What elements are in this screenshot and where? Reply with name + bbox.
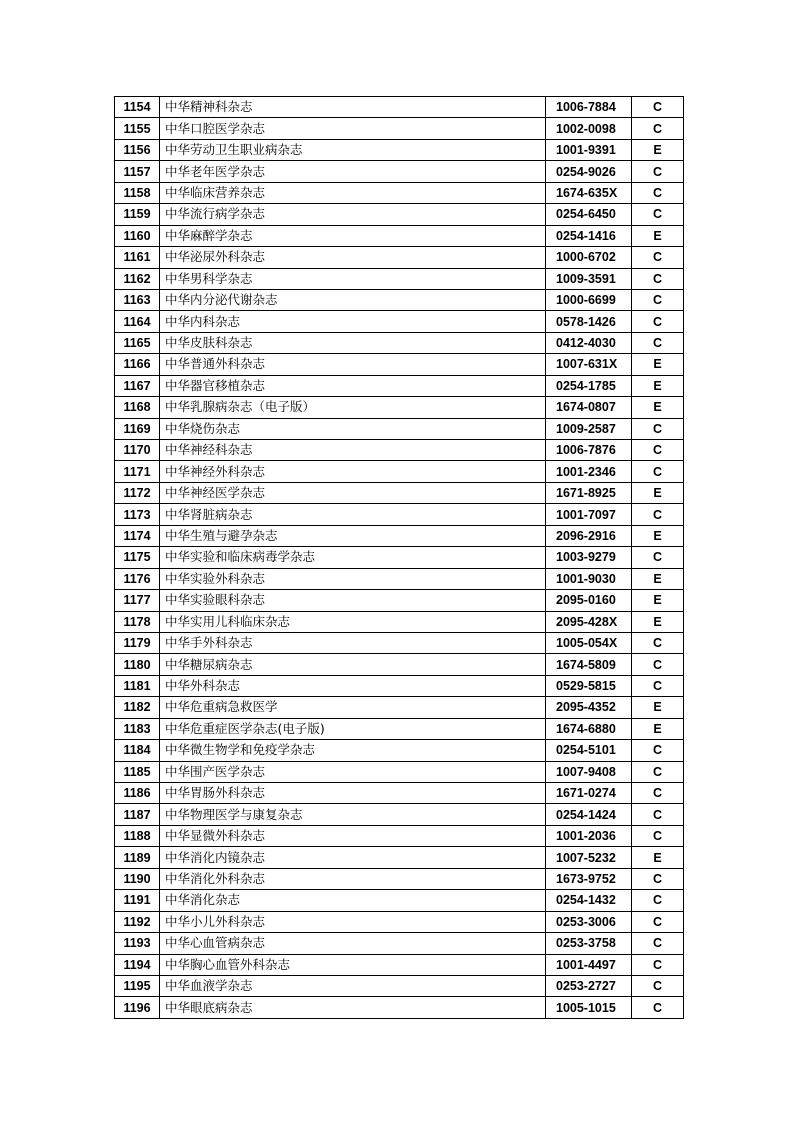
- journal-title-cell: 中华实验和临床病毒学杂志: [160, 547, 546, 568]
- table-row: [115, 311, 684, 332]
- table-row: [115, 97, 684, 118]
- issn-cell: 1000-6702: [546, 247, 632, 268]
- journal-title-cell: 中华口腔医学杂志: [160, 118, 546, 139]
- issn-cell: 2095-4352: [546, 697, 632, 718]
- journal-title-cell: 中华外科杂志: [160, 675, 546, 696]
- grade-cell: C: [632, 440, 684, 461]
- grade-cell: C: [632, 825, 684, 846]
- journal-title-cell: 中华实验眼科杂志: [160, 590, 546, 611]
- table-row: [115, 182, 684, 203]
- row-number-cell: 1163: [115, 289, 160, 310]
- issn-cell: 1674-635X: [546, 182, 632, 203]
- row-number-cell: 1174: [115, 525, 160, 546]
- grade-cell: C: [632, 868, 684, 889]
- grade-cell: C: [632, 332, 684, 353]
- row-number-cell: 1162: [115, 268, 160, 289]
- row-number-cell: 1190: [115, 868, 160, 889]
- row-number-cell: 1175: [115, 547, 160, 568]
- grade-cell: C: [632, 311, 684, 332]
- table-row: [115, 868, 684, 889]
- journal-title-cell: 中华小儿外科杂志: [160, 911, 546, 932]
- table-row: [115, 268, 684, 289]
- issn-cell: 1001-4497: [546, 954, 632, 975]
- issn-cell: 1001-7097: [546, 504, 632, 525]
- issn-cell: 0254-9026: [546, 161, 632, 182]
- grade-cell: C: [632, 161, 684, 182]
- issn-cell: 1006-7876: [546, 440, 632, 461]
- journal-title-cell: 中华器官移植杂志: [160, 375, 546, 396]
- table-row: [115, 525, 684, 546]
- journal-title-cell: 中华生殖与避孕杂志: [160, 525, 546, 546]
- journal-title-cell: 中华神经外科杂志: [160, 461, 546, 482]
- row-number-cell: 1183: [115, 718, 160, 739]
- table-row: [115, 611, 684, 632]
- row-number-cell: 1195: [115, 975, 160, 996]
- issn-cell: 1009-3591: [546, 268, 632, 289]
- issn-cell: 0578-1426: [546, 311, 632, 332]
- table-row: [115, 590, 684, 611]
- journal-table: [114, 96, 684, 1019]
- issn-cell: 1007-631X: [546, 354, 632, 375]
- table-row: [115, 675, 684, 696]
- table-row: [115, 504, 684, 525]
- grade-cell: C: [632, 997, 684, 1018]
- row-number-cell: 1181: [115, 675, 160, 696]
- journal-title-cell: 中华神经科杂志: [160, 440, 546, 461]
- grade-cell: C: [632, 632, 684, 653]
- row-number-cell: 1170: [115, 440, 160, 461]
- table-row: [115, 461, 684, 482]
- grade-cell: E: [632, 354, 684, 375]
- row-number-cell: 1182: [115, 697, 160, 718]
- grade-cell: C: [632, 418, 684, 439]
- table-row: [115, 568, 684, 589]
- issn-cell: 1001-2036: [546, 825, 632, 846]
- table-row: [115, 804, 684, 825]
- row-number-cell: 1164: [115, 311, 160, 332]
- table-row: [115, 118, 684, 139]
- issn-cell: 0254-6450: [546, 204, 632, 225]
- issn-cell: 1673-9752: [546, 868, 632, 889]
- row-number-cell: 1187: [115, 804, 160, 825]
- grade-cell: C: [632, 975, 684, 996]
- journal-title-cell: 中华内分泌代谢杂志: [160, 289, 546, 310]
- grade-cell: C: [632, 97, 684, 118]
- grade-cell: C: [632, 675, 684, 696]
- grade-cell: C: [632, 740, 684, 761]
- row-number-cell: 1160: [115, 225, 160, 246]
- row-number-cell: 1179: [115, 632, 160, 653]
- issn-cell: 0529-5815: [546, 675, 632, 696]
- row-number-cell: 1173: [115, 504, 160, 525]
- journal-title-cell: 中华围产医学杂志: [160, 761, 546, 782]
- table-row: [115, 332, 684, 353]
- table-row: [115, 139, 684, 160]
- issn-cell: 1007-9408: [546, 761, 632, 782]
- table-row: [115, 482, 684, 503]
- journal-title-cell: 中华胃肠外科杂志: [160, 783, 546, 804]
- journal-title-cell: 中华危重症医学杂志(电子版): [160, 718, 546, 739]
- issn-cell: 1674-5809: [546, 654, 632, 675]
- row-number-cell: 1177: [115, 590, 160, 611]
- journal-title-cell: 中华危重病急救医学: [160, 697, 546, 718]
- table-row: [115, 954, 684, 975]
- grade-cell: C: [632, 182, 684, 203]
- row-number-cell: 1166: [115, 354, 160, 375]
- issn-cell: 0254-1424: [546, 804, 632, 825]
- table-row: [115, 204, 684, 225]
- journal-title-cell: 中华劳动卫生职业病杂志: [160, 139, 546, 160]
- table-row: [115, 761, 684, 782]
- journal-title-cell: 中华糖尿病杂志: [160, 654, 546, 675]
- row-number-cell: 1169: [115, 418, 160, 439]
- table-row: [115, 375, 684, 396]
- table-row: [115, 933, 684, 954]
- journal-title-cell: 中华老年医学杂志: [160, 161, 546, 182]
- table-row: [115, 997, 684, 1018]
- row-number-cell: 1165: [115, 332, 160, 353]
- issn-cell: 1674-0807: [546, 397, 632, 418]
- issn-cell: 0254-1432: [546, 890, 632, 911]
- grade-cell: E: [632, 375, 684, 396]
- issn-cell: 1006-7884: [546, 97, 632, 118]
- row-number-cell: 1156: [115, 139, 160, 160]
- issn-cell: 0254-1785: [546, 375, 632, 396]
- table-row: [115, 225, 684, 246]
- table-row: [115, 847, 684, 868]
- issn-cell: 1001-9391: [546, 139, 632, 160]
- issn-cell: 1002-0098: [546, 118, 632, 139]
- journal-title-cell: 中华实用儿科临床杂志: [160, 611, 546, 632]
- grade-cell: C: [632, 654, 684, 675]
- journal-title-cell: 中华血液学杂志: [160, 975, 546, 996]
- journal-title-cell: 中华微生物学和免疫学杂志: [160, 740, 546, 761]
- row-number-cell: 1159: [115, 204, 160, 225]
- journal-title-cell: 中华实验外科杂志: [160, 568, 546, 589]
- journal-title-cell: 中华胸心血管外科杂志: [160, 954, 546, 975]
- grade-cell: C: [632, 783, 684, 804]
- table-row: [115, 440, 684, 461]
- issn-cell: 1000-6699: [546, 289, 632, 310]
- row-number-cell: 1185: [115, 761, 160, 782]
- journal-title-cell: 中华心血管病杂志: [160, 933, 546, 954]
- journal-title-cell: 中华消化外科杂志: [160, 868, 546, 889]
- journal-title-cell: 中华普通外科杂志: [160, 354, 546, 375]
- table-row: [115, 161, 684, 182]
- table-row: [115, 718, 684, 739]
- grade-cell: C: [632, 954, 684, 975]
- grade-cell: C: [632, 804, 684, 825]
- table-row: [115, 397, 684, 418]
- grade-cell: C: [632, 547, 684, 568]
- journal-title-cell: 中华物理医学与康复杂志: [160, 804, 546, 825]
- row-number-cell: 1189: [115, 847, 160, 868]
- row-number-cell: 1192: [115, 911, 160, 932]
- row-number-cell: 1193: [115, 933, 160, 954]
- row-number-cell: 1168: [115, 397, 160, 418]
- grade-cell: C: [632, 461, 684, 482]
- grade-cell: C: [632, 268, 684, 289]
- journal-title-cell: 中华泌尿外科杂志: [160, 247, 546, 268]
- issn-cell: 0253-2727: [546, 975, 632, 996]
- grade-cell: C: [632, 890, 684, 911]
- journal-title-cell: 中华消化内镜杂志: [160, 847, 546, 868]
- issn-cell: 1001-2346: [546, 461, 632, 482]
- row-number-cell: 1172: [115, 482, 160, 503]
- table-row: [115, 825, 684, 846]
- row-number-cell: 1158: [115, 182, 160, 203]
- issn-cell: 1674-6880: [546, 718, 632, 739]
- row-number-cell: 1186: [115, 783, 160, 804]
- grade-cell: E: [632, 525, 684, 546]
- row-number-cell: 1161: [115, 247, 160, 268]
- journal-table-body: [115, 97, 684, 1019]
- journal-title-cell: 中华肾脏病杂志: [160, 504, 546, 525]
- grade-cell: E: [632, 847, 684, 868]
- issn-cell: 1671-0274: [546, 783, 632, 804]
- table-row: [115, 289, 684, 310]
- row-number-cell: 1154: [115, 97, 160, 118]
- issn-cell: 1005-054X: [546, 632, 632, 653]
- table-row: [115, 247, 684, 268]
- table-row: [115, 783, 684, 804]
- grade-cell: C: [632, 761, 684, 782]
- row-number-cell: 1171: [115, 461, 160, 482]
- grade-cell: E: [632, 590, 684, 611]
- issn-cell: 0254-5101: [546, 740, 632, 761]
- row-number-cell: 1176: [115, 568, 160, 589]
- journal-title-cell: 中华临床营养杂志: [160, 182, 546, 203]
- row-number-cell: 1194: [115, 954, 160, 975]
- table-row: [115, 654, 684, 675]
- issn-cell: 1003-9279: [546, 547, 632, 568]
- table-row: [115, 890, 684, 911]
- grade-cell: E: [632, 139, 684, 160]
- journal-title-cell: 中华男科学杂志: [160, 268, 546, 289]
- issn-cell: 1007-5232: [546, 847, 632, 868]
- issn-cell: 2095-0160: [546, 590, 632, 611]
- grade-cell: C: [632, 204, 684, 225]
- journal-title-cell: 中华麻醉学杂志: [160, 225, 546, 246]
- journal-title-cell: 中华精神科杂志: [160, 97, 546, 118]
- journal-title-cell: 中华显微外科杂志: [160, 825, 546, 846]
- row-number-cell: 1184: [115, 740, 160, 761]
- issn-cell: 0412-4030: [546, 332, 632, 353]
- grade-cell: E: [632, 697, 684, 718]
- issn-cell: 2095-428X: [546, 611, 632, 632]
- grade-cell: E: [632, 397, 684, 418]
- row-number-cell: 1157: [115, 161, 160, 182]
- issn-cell: 1005-1015: [546, 997, 632, 1018]
- issn-cell: 1671-8925: [546, 482, 632, 503]
- issn-cell: 1001-9030: [546, 568, 632, 589]
- grade-cell: C: [632, 933, 684, 954]
- journal-title-cell: 中华消化杂志: [160, 890, 546, 911]
- table-row: [115, 740, 684, 761]
- row-number-cell: 1155: [115, 118, 160, 139]
- table-row: [115, 547, 684, 568]
- journal-title-cell: 中华眼底病杂志: [160, 997, 546, 1018]
- row-number-cell: 1191: [115, 890, 160, 911]
- grade-cell: C: [632, 504, 684, 525]
- grade-cell: E: [632, 718, 684, 739]
- table-row: [115, 354, 684, 375]
- table-row: [115, 975, 684, 996]
- journal-title-cell: 中华内科杂志: [160, 311, 546, 332]
- row-number-cell: 1178: [115, 611, 160, 632]
- grade-cell: E: [632, 568, 684, 589]
- issn-cell: 1009-2587: [546, 418, 632, 439]
- row-number-cell: 1167: [115, 375, 160, 396]
- grade-cell: C: [632, 289, 684, 310]
- journal-title-cell: 中华神经医学杂志: [160, 482, 546, 503]
- grade-cell: E: [632, 482, 684, 503]
- grade-cell: C: [632, 911, 684, 932]
- journal-title-cell: 中华手外科杂志: [160, 632, 546, 653]
- grade-cell: E: [632, 225, 684, 246]
- issn-cell: 0254-1416: [546, 225, 632, 246]
- grade-cell: C: [632, 118, 684, 139]
- journal-title-cell: 中华流行病学杂志: [160, 204, 546, 225]
- row-number-cell: 1196: [115, 997, 160, 1018]
- journal-title-cell: 中华皮肤科杂志: [160, 332, 546, 353]
- issn-cell: 0253-3758: [546, 933, 632, 954]
- table-row: [115, 632, 684, 653]
- table-row: [115, 418, 684, 439]
- row-number-cell: 1180: [115, 654, 160, 675]
- grade-cell: E: [632, 611, 684, 632]
- issn-cell: 0253-3006: [546, 911, 632, 932]
- row-number-cell: 1188: [115, 825, 160, 846]
- issn-cell: 2096-2916: [546, 525, 632, 546]
- journal-title-cell: 中华烧伤杂志: [160, 418, 546, 439]
- table-row: [115, 697, 684, 718]
- grade-cell: C: [632, 247, 684, 268]
- journal-title-cell: 中华乳腺病杂志（电子版）: [160, 397, 546, 418]
- table-row: [115, 911, 684, 932]
